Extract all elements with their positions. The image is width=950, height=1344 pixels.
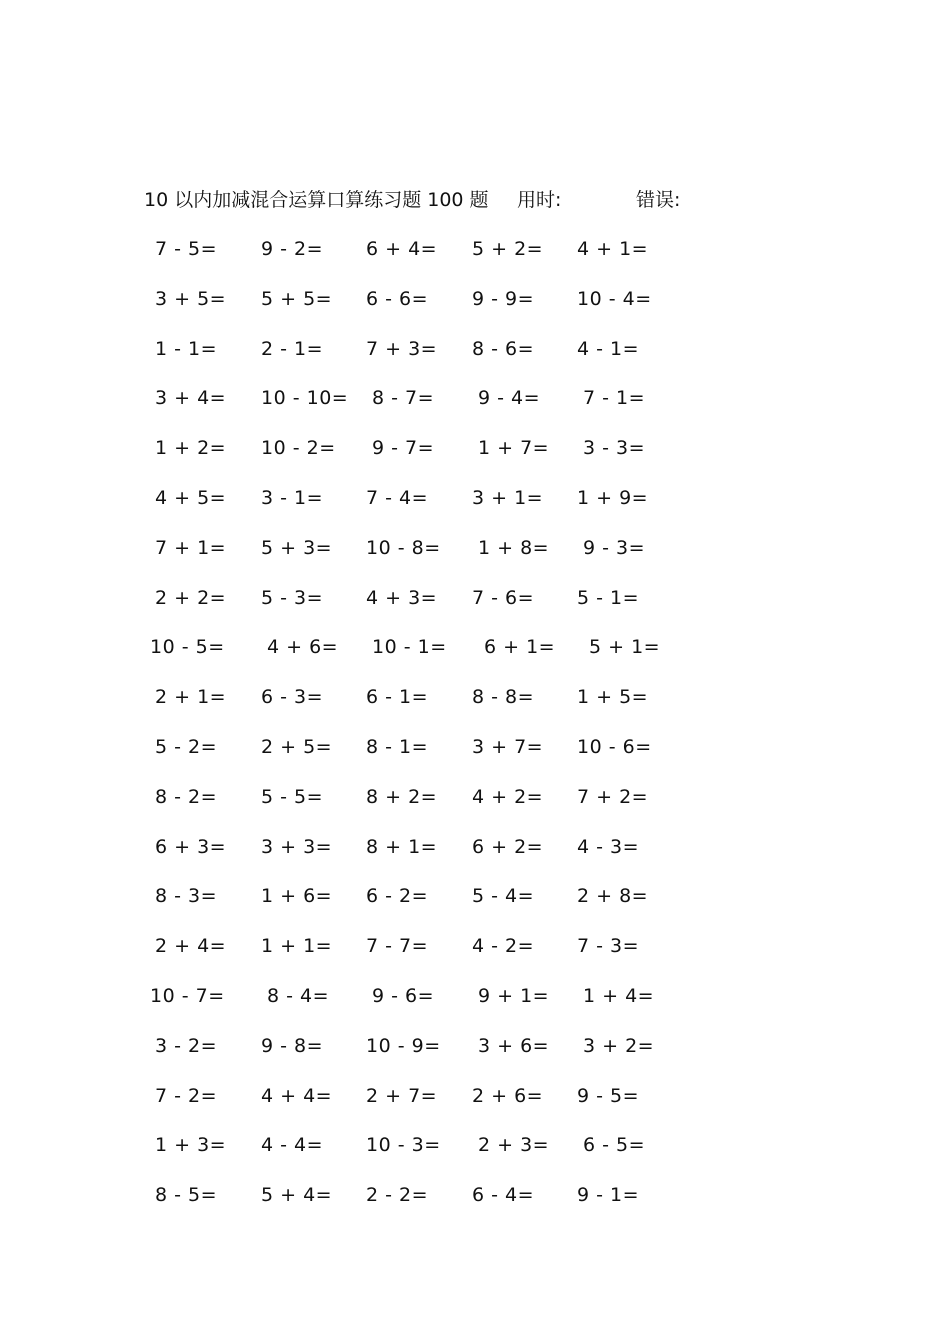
- math-problem: 2 - 2=: [366, 1184, 429, 1207]
- math-problem: 10 - 1=: [372, 636, 447, 659]
- math-problem: 4 + 4=: [261, 1084, 333, 1107]
- math-problem: 5 - 4=: [472, 885, 535, 908]
- errors-label: 错误:: [636, 189, 681, 211]
- math-problem: 4 + 2=: [472, 785, 544, 808]
- problem-row: [0, 433, 950, 483]
- math-problem: 9 + 1=: [478, 984, 550, 1007]
- math-problem: 2 + 3=: [478, 1134, 550, 1157]
- math-problem: 3 + 6=: [478, 1034, 550, 1057]
- math-problem: 3 + 5=: [155, 287, 227, 310]
- math-problem: 5 - 3=: [261, 586, 324, 609]
- problem-row: [0, 583, 950, 633]
- math-problem: 8 + 1=: [366, 835, 438, 858]
- math-problem: 2 - 1=: [261, 337, 324, 360]
- math-problem: 1 - 1=: [155, 337, 218, 360]
- math-problem: 7 - 7=: [366, 935, 429, 958]
- math-problem: 6 + 4=: [366, 238, 438, 260]
- math-problem: 5 + 1=: [589, 636, 661, 659]
- math-problem: 4 + 1=: [577, 238, 649, 260]
- problem-row: [0, 1031, 950, 1081]
- math-problem: 8 - 4=: [267, 984, 330, 1007]
- math-problem: 7 + 2=: [577, 785, 649, 808]
- math-problem: 5 - 2=: [155, 735, 218, 758]
- math-problem: 5 + 2=: [472, 238, 544, 260]
- math-problem: 8 - 6=: [472, 337, 535, 360]
- math-problem: 1 + 9=: [577, 486, 649, 509]
- time-used-label: 用时:: [517, 189, 562, 211]
- problem-row: [0, 284, 950, 334]
- math-problem: 7 - 6=: [472, 586, 535, 609]
- math-problem: 7 + 3=: [366, 337, 438, 360]
- problem-row: [0, 832, 950, 882]
- math-problem: 6 - 6=: [366, 287, 429, 310]
- problem-row: [0, 881, 950, 931]
- problem-grid: [0, 234, 950, 1230]
- math-problem: 8 - 7=: [372, 387, 435, 410]
- math-problem: 2 + 4=: [155, 935, 227, 958]
- math-problem: 9 - 4=: [478, 387, 541, 410]
- math-problem: 3 + 4=: [155, 387, 227, 410]
- math-problem: 9 - 2=: [261, 238, 324, 260]
- math-problem: 7 - 1=: [583, 387, 646, 410]
- math-problem: 1 + 2=: [155, 437, 227, 460]
- math-problem: 4 - 1=: [577, 337, 640, 360]
- problem-row: [0, 533, 950, 583]
- math-problem: 10 - 3=: [366, 1134, 441, 1157]
- math-problem: 1 + 7=: [478, 437, 550, 460]
- math-problem: 1 + 3=: [155, 1134, 227, 1157]
- math-problem: 2 + 1=: [155, 686, 227, 709]
- math-problem: 6 - 2=: [366, 885, 429, 908]
- problem-row: [0, 483, 950, 533]
- math-problem: 4 + 5=: [155, 486, 227, 509]
- problem-row: [0, 1180, 950, 1230]
- math-problem: 1 + 5=: [577, 686, 649, 709]
- worksheet-title: 10 以内加减混合运算口算练习题 100 题: [144, 189, 489, 211]
- math-problem: 8 - 2=: [155, 785, 218, 808]
- math-problem: 9 - 6=: [372, 984, 435, 1007]
- math-problem: 6 + 1=: [484, 636, 556, 659]
- math-problem: 6 + 2=: [472, 835, 544, 858]
- math-problem: 8 + 2=: [366, 785, 438, 808]
- math-problem: 2 + 2=: [155, 586, 227, 609]
- math-problem: 2 + 7=: [366, 1084, 438, 1107]
- math-problem: 3 + 7=: [472, 735, 544, 758]
- math-problem: 4 - 4=: [261, 1134, 324, 1157]
- math-problem: 9 - 1=: [577, 1184, 640, 1207]
- problem-row: [0, 383, 950, 433]
- math-problem: 6 - 3=: [261, 686, 324, 709]
- math-problem: 3 - 2=: [155, 1034, 218, 1057]
- math-problem: 10 - 8=: [366, 536, 441, 559]
- math-problem: 10 - 10=: [261, 387, 349, 410]
- math-problem: 5 - 1=: [577, 586, 640, 609]
- math-problem: 9 - 5=: [577, 1084, 640, 1107]
- math-problem: 10 - 9=: [366, 1034, 441, 1057]
- math-problem: 10 - 4=: [577, 287, 652, 310]
- problem-row: [0, 1130, 950, 1180]
- math-problem: 7 - 2=: [155, 1084, 218, 1107]
- math-problem: 10 - 5=: [150, 636, 225, 659]
- math-problem: 8 - 8=: [472, 686, 535, 709]
- math-problem: 5 + 5=: [261, 287, 333, 310]
- math-problem: 10 - 6=: [577, 735, 652, 758]
- problem-row: [0, 732, 950, 782]
- math-problem: 4 + 6=: [267, 636, 339, 659]
- math-problem: 5 + 4=: [261, 1184, 333, 1207]
- math-problem: 6 - 5=: [583, 1134, 646, 1157]
- math-problem: 2 + 5=: [261, 735, 333, 758]
- math-problem: 6 - 1=: [366, 686, 429, 709]
- math-problem: 7 - 5=: [155, 238, 218, 260]
- math-problem: 4 - 2=: [472, 935, 535, 958]
- math-problem: 3 + 2=: [583, 1034, 655, 1057]
- math-problem: 3 + 3=: [261, 835, 333, 858]
- problem-row: [0, 334, 950, 384]
- math-problem: 6 - 4=: [472, 1184, 535, 1207]
- math-problem: 1 + 1=: [261, 935, 333, 958]
- math-problem: 2 + 8=: [577, 885, 649, 908]
- math-problem: 3 + 1=: [472, 486, 544, 509]
- problem-row: [0, 682, 950, 732]
- math-problem: 5 - 5=: [261, 785, 324, 808]
- math-problem: 8 - 1=: [366, 735, 429, 758]
- math-problem: 9 - 7=: [372, 437, 435, 460]
- problem-row: [0, 931, 950, 981]
- math-problem: 3 - 1=: [261, 486, 324, 509]
- math-problem: 5 + 3=: [261, 536, 333, 559]
- math-problem: 9 - 9=: [472, 287, 535, 310]
- problem-row: [0, 632, 950, 682]
- math-problem: 4 - 3=: [577, 835, 640, 858]
- math-problem: 7 - 4=: [366, 486, 429, 509]
- math-problem: 1 + 8=: [478, 536, 550, 559]
- math-problem: 6 + 3=: [155, 835, 227, 858]
- math-problem: 2 + 6=: [472, 1084, 544, 1107]
- math-problem: 10 - 7=: [150, 984, 225, 1007]
- math-problem: 7 + 1=: [155, 536, 227, 559]
- math-problem: 10 - 2=: [261, 437, 336, 460]
- math-problem: 8 - 5=: [155, 1184, 218, 1207]
- math-problem: 7 - 3=: [577, 935, 640, 958]
- math-problem: 9 - 3=: [583, 536, 646, 559]
- problem-row: [0, 234, 950, 284]
- math-problem: 8 - 3=: [155, 885, 218, 908]
- math-problem: 9 - 8=: [261, 1034, 324, 1057]
- math-problem: 4 + 3=: [366, 586, 438, 609]
- problem-row: [0, 1081, 950, 1131]
- math-problem: 1 + 6=: [261, 885, 333, 908]
- math-problem: 1 + 4=: [583, 984, 655, 1007]
- math-problem: 3 - 3=: [583, 437, 646, 460]
- problem-row: [0, 981, 950, 1031]
- problem-row: [0, 782, 950, 832]
